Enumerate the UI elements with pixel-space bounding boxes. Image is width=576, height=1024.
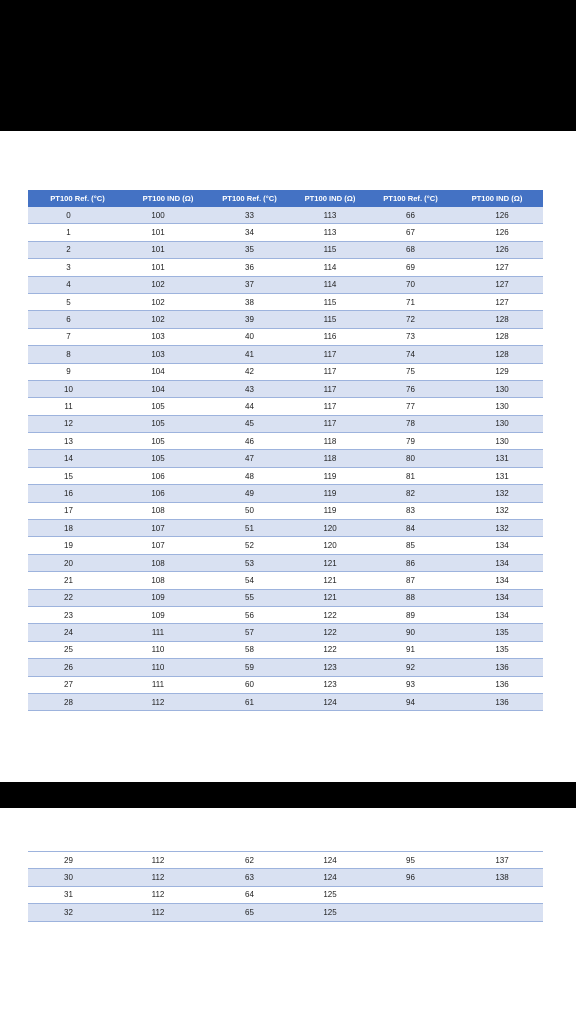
table-row [28, 328, 543, 345]
table-row [28, 433, 543, 450]
table-cell: 1 [28, 224, 127, 241]
table-cell: 25 [28, 641, 127, 658]
table-cell: 58 [209, 641, 290, 658]
table-cell: 5 [28, 293, 127, 310]
table-cell: 110 [127, 659, 209, 676]
table-cell: 124 [290, 852, 370, 869]
table-cell: 108 [127, 554, 209, 571]
table-cell: 107 [127, 537, 209, 554]
table-cell: 92 [370, 659, 451, 676]
table-cell: 19 [28, 537, 127, 554]
table-cell: 104 [127, 380, 209, 397]
table-cell: 13 [28, 433, 127, 450]
table-cell: 119 [290, 485, 370, 502]
table-cell: 75 [370, 363, 451, 380]
table-cell: 61 [209, 693, 290, 710]
table-row [28, 904, 543, 921]
table-cell: 2 [28, 241, 127, 258]
top-black-band [0, 0, 576, 131]
table-row [28, 659, 543, 676]
table-cell: 127 [451, 293, 543, 310]
table-cell: 36 [209, 259, 290, 276]
table-cell [451, 904, 543, 921]
table-cell: 135 [451, 641, 543, 658]
table-cell: 103 [127, 346, 209, 363]
table-cell: 125 [290, 886, 370, 903]
table-cell: 130 [451, 380, 543, 397]
table-row [28, 380, 543, 397]
table-cell: 0 [28, 207, 127, 224]
table-cell: 88 [370, 589, 451, 606]
table-row [28, 398, 543, 415]
pt100-table-page-2 [28, 851, 543, 922]
table-cell: 126 [451, 241, 543, 258]
table-cell: 119 [290, 467, 370, 484]
table-cell: 109 [127, 589, 209, 606]
table-cell: 86 [370, 554, 451, 571]
table-row [28, 415, 543, 432]
table-cell: 111 [127, 624, 209, 641]
table-row [28, 624, 543, 641]
table-row [28, 589, 543, 606]
table-cell: 78 [370, 415, 451, 432]
table-cell: 112 [127, 852, 209, 869]
table-cell: 109 [127, 606, 209, 623]
table-row [28, 467, 543, 484]
table-row [28, 869, 543, 886]
header-ind-2: PT100 IND (Ω) [290, 190, 370, 207]
table-row [28, 676, 543, 693]
table-cell: 104 [127, 363, 209, 380]
table-cell: 45 [209, 415, 290, 432]
table-cell: 71 [370, 293, 451, 310]
table-cell: 119 [290, 502, 370, 519]
header-row [28, 190, 543, 207]
table-cell: 134 [451, 537, 543, 554]
table-cell [370, 904, 451, 921]
table-cell: 28 [28, 693, 127, 710]
table-cell: 101 [127, 241, 209, 258]
table-cell: 113 [290, 207, 370, 224]
header-ref-1: PT100 Ref. (°C) [28, 190, 127, 207]
table-cell: 69 [370, 259, 451, 276]
table-cell: 44 [209, 398, 290, 415]
table-row [28, 554, 543, 571]
table-cell: 53 [209, 554, 290, 571]
table-row [28, 363, 543, 380]
table-cell: 37 [209, 276, 290, 293]
table-cell: 82 [370, 485, 451, 502]
table-cell: 35 [209, 241, 290, 258]
table-cell: 124 [290, 869, 370, 886]
table-cell: 126 [451, 224, 543, 241]
table-cell: 64 [209, 886, 290, 903]
table-cell: 76 [370, 380, 451, 397]
table-cell: 15 [28, 467, 127, 484]
table-cell: 77 [370, 398, 451, 415]
table-cell: 105 [127, 450, 209, 467]
table-cell: 9 [28, 363, 127, 380]
table-cell: 136 [451, 659, 543, 676]
table-cell: 128 [451, 311, 543, 328]
table-row [28, 502, 543, 519]
table-cell: 51 [209, 520, 290, 537]
table-cell: 117 [290, 415, 370, 432]
table-cell: 127 [451, 259, 543, 276]
table-cell: 52 [209, 537, 290, 554]
table-cell: 110 [127, 641, 209, 658]
table-cell: 122 [290, 641, 370, 658]
table-cell: 138 [451, 869, 543, 886]
table-cell: 74 [370, 346, 451, 363]
table-cell: 108 [127, 572, 209, 589]
table-cell: 66 [370, 207, 451, 224]
table-cell: 21 [28, 572, 127, 589]
table-cell: 134 [451, 554, 543, 571]
header-ref-2: PT100 Ref. (°C) [209, 190, 290, 207]
table-cell: 6 [28, 311, 127, 328]
table-cell: 18 [28, 520, 127, 537]
table-cell: 27 [28, 676, 127, 693]
table-cell: 113 [290, 224, 370, 241]
table-cell: 114 [290, 259, 370, 276]
table-cell: 22 [28, 589, 127, 606]
table-cell: 118 [290, 450, 370, 467]
table-cell: 130 [451, 415, 543, 432]
table-cell: 34 [209, 224, 290, 241]
table-cell: 120 [290, 537, 370, 554]
table-cell: 122 [290, 606, 370, 623]
table-cell: 73 [370, 328, 451, 345]
table-cell: 90 [370, 624, 451, 641]
table-cell: 81 [370, 467, 451, 484]
table-cell: 136 [451, 693, 543, 710]
table-row [28, 224, 543, 241]
table-cell: 48 [209, 467, 290, 484]
table-cell: 131 [451, 450, 543, 467]
table-cell: 101 [127, 259, 209, 276]
table-cell: 16 [28, 485, 127, 502]
table-cell: 102 [127, 293, 209, 310]
table-cell: 137 [451, 852, 543, 869]
table-cell: 128 [451, 328, 543, 345]
table-cell: 8 [28, 346, 127, 363]
table-cell: 116 [290, 328, 370, 345]
page-break-black-band [0, 782, 576, 808]
table-cell: 63 [209, 869, 290, 886]
table-cell: 3 [28, 259, 127, 276]
header-ind-3: PT100 IND (Ω) [451, 190, 543, 207]
table-cell: 31 [28, 886, 127, 903]
table-cell: 12 [28, 415, 127, 432]
table-cell: 134 [451, 572, 543, 589]
table-cell: 112 [127, 869, 209, 886]
table-row [28, 450, 543, 467]
table-cell: 123 [290, 659, 370, 676]
table-row [28, 886, 543, 903]
table-row [28, 572, 543, 589]
table-cell: 136 [451, 676, 543, 693]
table-cell: 57 [209, 624, 290, 641]
table-cell: 101 [127, 224, 209, 241]
table-cell: 121 [290, 554, 370, 571]
table-cell: 32 [28, 904, 127, 921]
table-cell: 128 [451, 346, 543, 363]
table-cell: 43 [209, 380, 290, 397]
table-cell: 87 [370, 572, 451, 589]
table-cell: 70 [370, 276, 451, 293]
table-cell: 50 [209, 502, 290, 519]
table-cell: 46 [209, 433, 290, 450]
table-row [28, 207, 543, 224]
table-cell: 38 [209, 293, 290, 310]
table-cell: 117 [290, 363, 370, 380]
table-cell: 114 [290, 276, 370, 293]
table-cell [451, 886, 543, 903]
table-cell: 89 [370, 606, 451, 623]
table-cell: 105 [127, 398, 209, 415]
table-cell: 121 [290, 589, 370, 606]
table-cell: 60 [209, 676, 290, 693]
table-cell: 54 [209, 572, 290, 589]
table-cell: 117 [290, 398, 370, 415]
table-cell: 106 [127, 467, 209, 484]
table-cell: 80 [370, 450, 451, 467]
table-cell: 39 [209, 311, 290, 328]
table-cell: 106 [127, 485, 209, 502]
table-cell: 131 [451, 467, 543, 484]
table-cell: 85 [370, 537, 451, 554]
table-cell: 115 [290, 311, 370, 328]
table-cell: 127 [451, 276, 543, 293]
table-cell: 67 [370, 224, 451, 241]
table-row [28, 276, 543, 293]
table-row [28, 485, 543, 502]
table-cell: 125 [290, 904, 370, 921]
table-cell: 65 [209, 904, 290, 921]
table-cell: 102 [127, 276, 209, 293]
table-cell: 132 [451, 520, 543, 537]
table-cell: 107 [127, 520, 209, 537]
table-cell: 108 [127, 502, 209, 519]
table-cell: 118 [290, 433, 370, 450]
table-cell: 124 [290, 693, 370, 710]
pt100-table-page-1 [28, 190, 543, 711]
table-cell: 126 [451, 207, 543, 224]
table-cell: 91 [370, 641, 451, 658]
table-cell: 134 [451, 589, 543, 606]
table-cell: 121 [290, 572, 370, 589]
table-cell: 41 [209, 346, 290, 363]
table-row [28, 293, 543, 310]
table-row [28, 606, 543, 623]
table-cell: 120 [290, 520, 370, 537]
table-cell: 93 [370, 676, 451, 693]
table-cell: 79 [370, 433, 451, 450]
table-row [28, 259, 543, 276]
table-cell [370, 886, 451, 903]
table-cell: 26 [28, 659, 127, 676]
table-cell: 96 [370, 869, 451, 886]
table-cell: 105 [127, 433, 209, 450]
table-cell: 117 [290, 346, 370, 363]
table-cell: 123 [290, 676, 370, 693]
table-cell: 103 [127, 328, 209, 345]
table-cell: 115 [290, 241, 370, 258]
table-cell: 95 [370, 852, 451, 869]
table-cell: 122 [290, 624, 370, 641]
table-row [28, 520, 543, 537]
table-cell: 59 [209, 659, 290, 676]
table-row [28, 346, 543, 363]
table-row [28, 311, 543, 328]
table-cell: 72 [370, 311, 451, 328]
table-cell: 100 [127, 207, 209, 224]
table-cell: 56 [209, 606, 290, 623]
table-cell: 14 [28, 450, 127, 467]
table-cell: 130 [451, 398, 543, 415]
table-cell: 11 [28, 398, 127, 415]
table-cell: 23 [28, 606, 127, 623]
header-ind-1: PT100 IND (Ω) [127, 190, 209, 207]
header-ref-3: PT100 Ref. (°C) [370, 190, 451, 207]
table-row [28, 641, 543, 658]
table-row [28, 852, 543, 869]
table-cell: 29 [28, 852, 127, 869]
table-cell: 105 [127, 415, 209, 432]
table-cell: 33 [209, 207, 290, 224]
table-row [28, 693, 543, 710]
table-cell: 55 [209, 589, 290, 606]
table-cell: 49 [209, 485, 290, 502]
table-cell: 112 [127, 904, 209, 921]
table-cell: 62 [209, 852, 290, 869]
table-cell: 10 [28, 380, 127, 397]
table-cell: 83 [370, 502, 451, 519]
table-cell: 112 [127, 886, 209, 903]
table-cell: 102 [127, 311, 209, 328]
table-cell: 30 [28, 869, 127, 886]
table-cell: 94 [370, 693, 451, 710]
table-cell: 134 [451, 606, 543, 623]
table-cell: 24 [28, 624, 127, 641]
table-cell: 135 [451, 624, 543, 641]
table-cell: 117 [290, 380, 370, 397]
table-cell: 47 [209, 450, 290, 467]
table-row [28, 241, 543, 258]
table-cell: 84 [370, 520, 451, 537]
table-cell: 115 [290, 293, 370, 310]
table-cell: 132 [451, 502, 543, 519]
table-cell: 40 [209, 328, 290, 345]
table-cell: 17 [28, 502, 127, 519]
table-cell: 68 [370, 241, 451, 258]
table-cell: 132 [451, 485, 543, 502]
table-cell: 20 [28, 554, 127, 571]
table-cell: 111 [127, 676, 209, 693]
table-cell: 129 [451, 363, 543, 380]
table-row [28, 537, 543, 554]
table-cell: 4 [28, 276, 127, 293]
table-cell: 112 [127, 693, 209, 710]
table-cell: 130 [451, 433, 543, 450]
table-cell: 42 [209, 363, 290, 380]
table-cell: 7 [28, 328, 127, 345]
